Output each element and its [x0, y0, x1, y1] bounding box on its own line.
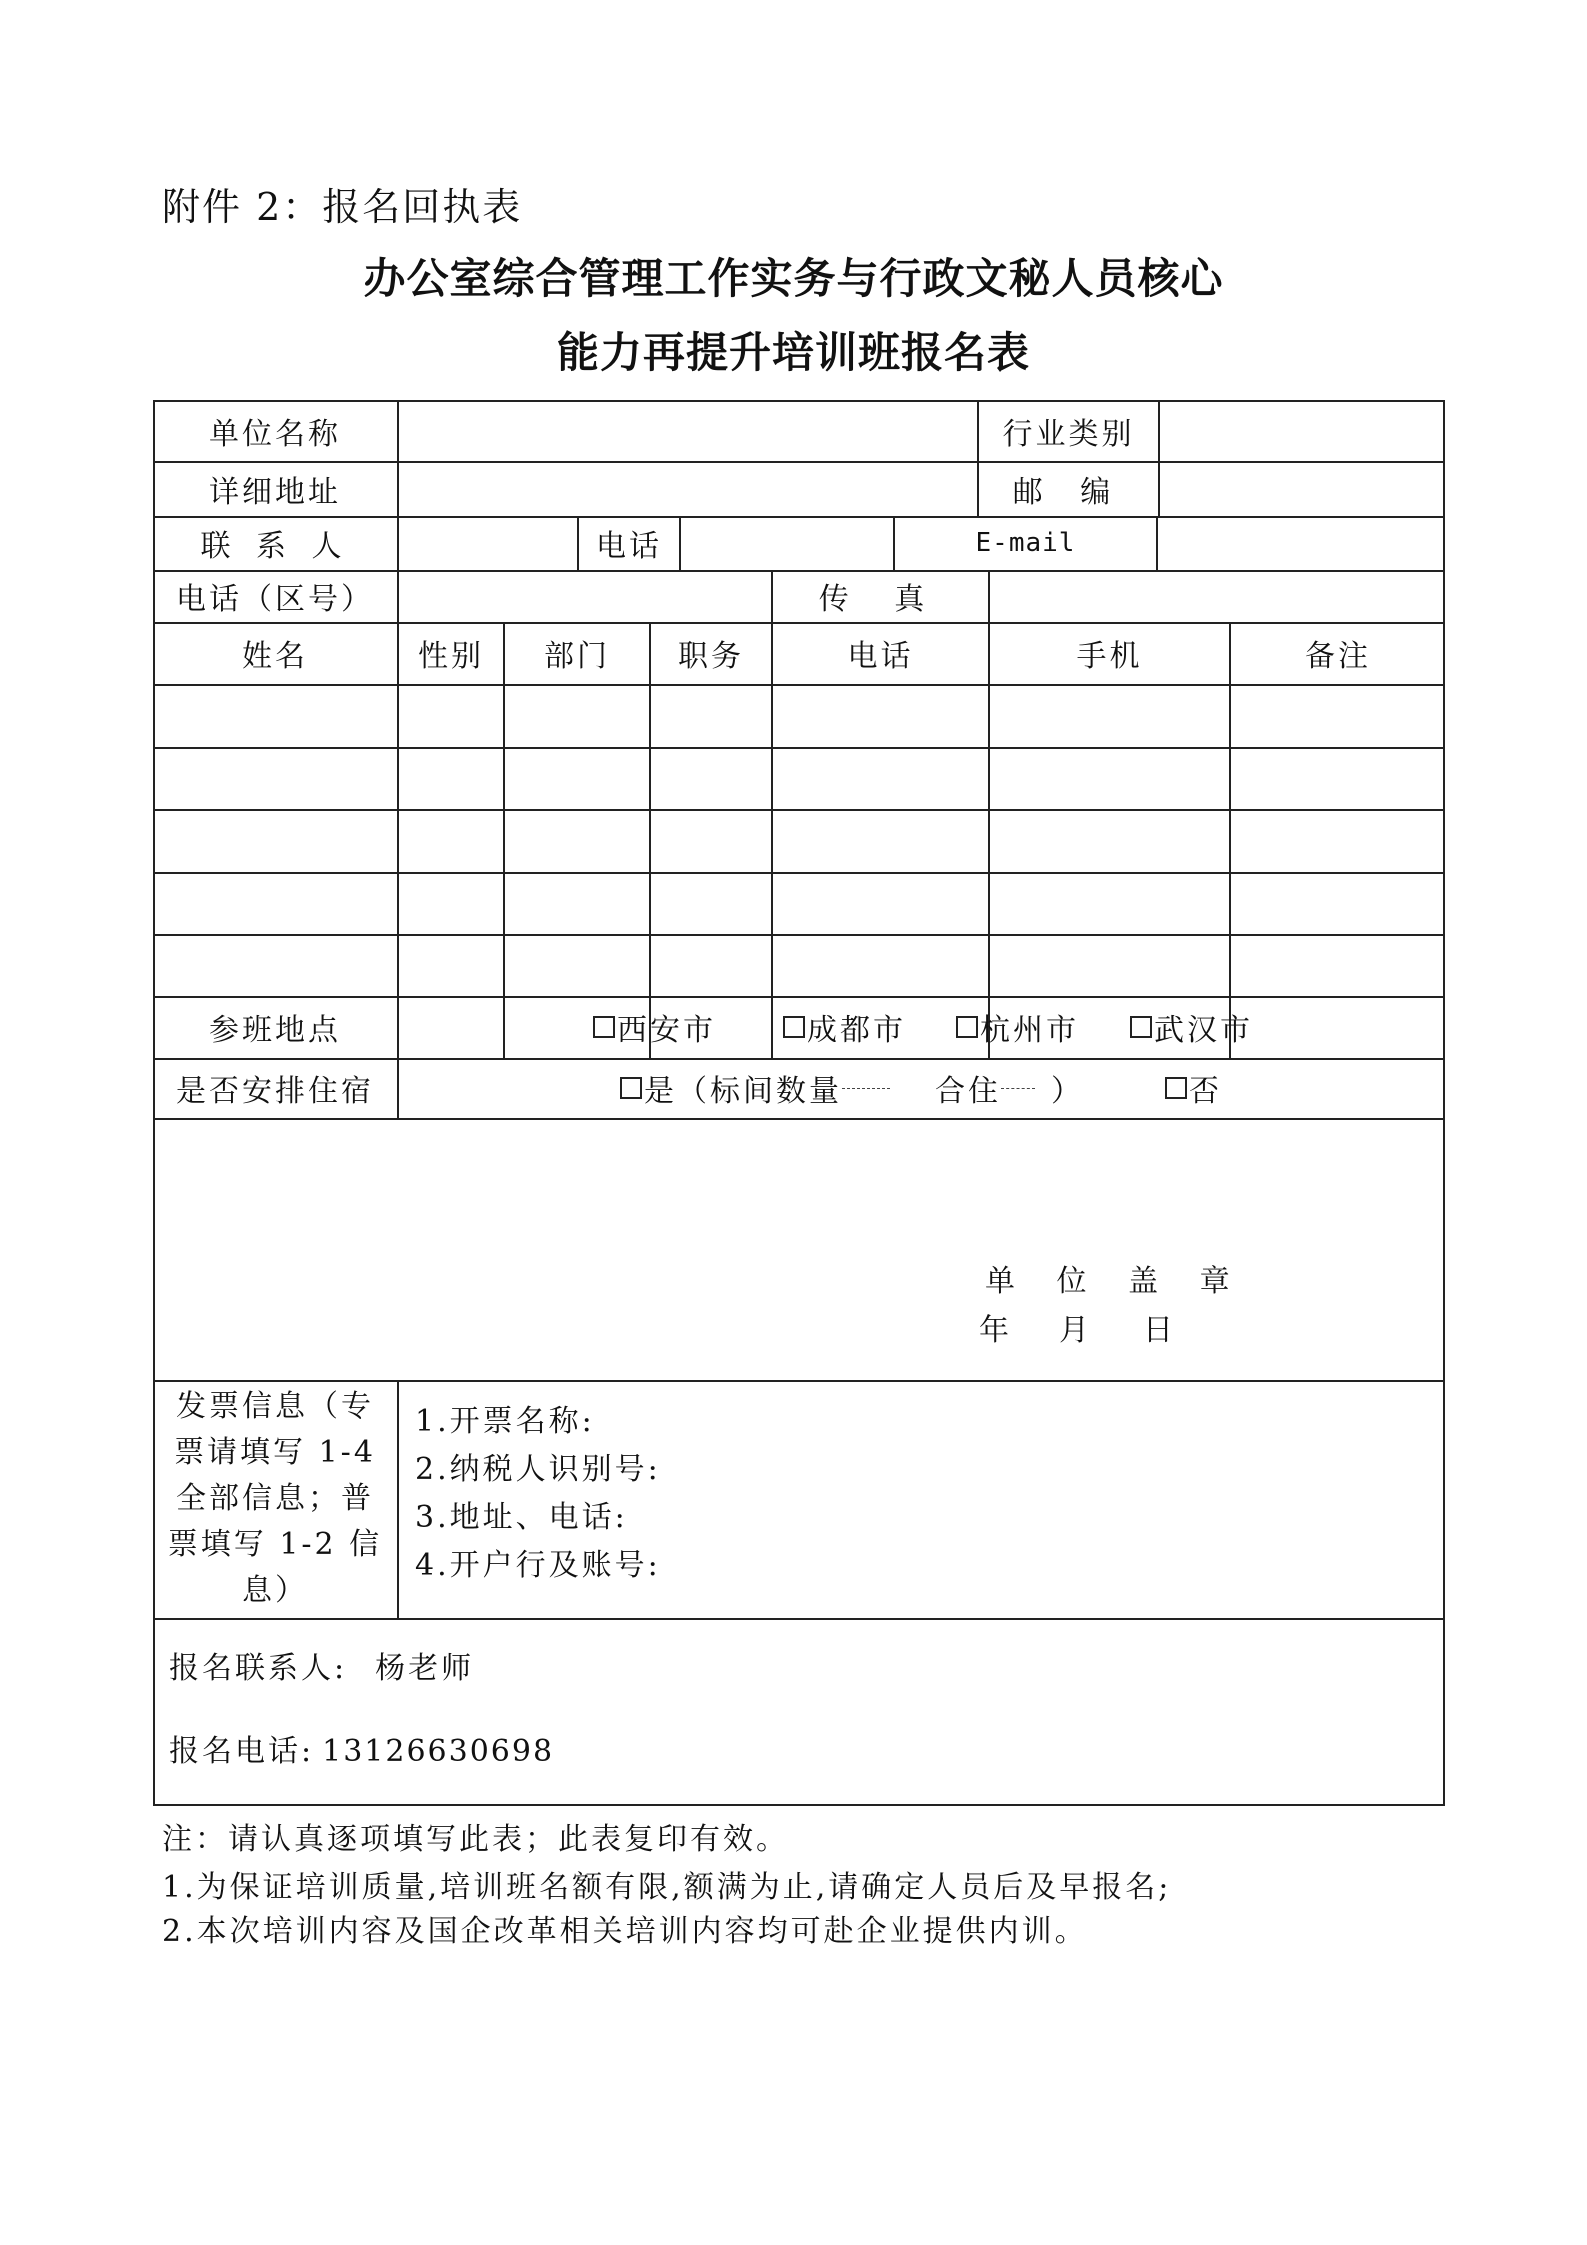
- col-mobile: 手机: [1076, 639, 1143, 674]
- location-option-wuhan[interactable]: 武汉市: [1130, 997, 1253, 1057]
- contact-person: 杨老师: [375, 1651, 475, 1686]
- contact-person-line: 报名联系人: 杨老师: [169, 1651, 475, 1686]
- checkbox-icon[interactable]: [1165, 1077, 1187, 1099]
- invoice-item: 2.纳税人识别号:: [415, 1452, 661, 1487]
- col-department: 部门: [544, 639, 610, 674]
- checkbox-icon[interactable]: [956, 1016, 978, 1038]
- contact-field[interactable]: [399, 516, 577, 570]
- room-count-blank[interactable]: [842, 1088, 890, 1089]
- checkbox-icon[interactable]: [783, 1016, 805, 1038]
- col-name: 姓名: [242, 639, 308, 674]
- date-month: 月: [1059, 1313, 1105, 1348]
- phone-label: 电话: [596, 529, 662, 564]
- col-phone: 电话: [847, 639, 914, 674]
- col-gender: 性别: [418, 639, 484, 674]
- lodging-option-no[interactable]: 否: [1165, 1058, 1222, 1118]
- location-options: [153, 997, 1445, 1057]
- location-option-xian[interactable]: 西安市: [593, 997, 716, 1057]
- contact-phone: 13126630698: [322, 1734, 555, 1769]
- lodging-option-yes[interactable]: 是（标间数量: [620, 1058, 890, 1118]
- location-label: 参班地点: [209, 1013, 341, 1048]
- notice-1: 1.为保证培训质量,培训班名额有限,额满为止,请确定人员后及早报名;: [162, 1870, 1172, 1905]
- contact-label: 联 系 人: [200, 529, 350, 564]
- address-label: 详细地址: [209, 474, 341, 510]
- fax-label: 传 真: [818, 582, 943, 617]
- invoice-info-label: 发票信息（专票请填写 1-4 全部信息；普票填写 1-2 信息）: [167, 1389, 383, 1608]
- industry-label: 行业类别: [1002, 416, 1135, 452]
- table-row[interactable]: [153, 936, 1445, 996]
- checkbox-icon[interactable]: [620, 1077, 642, 1099]
- postcode-field[interactable]: [1160, 461, 1445, 516]
- notice-2: 2.本次培训内容及国企改革相关培训内容均可赴企业提供内训。: [162, 1914, 1088, 1949]
- form-title-line2: 能力再提升培训班报名表: [556, 328, 1030, 377]
- col-remarks: 备注: [1305, 639, 1371, 674]
- note-line: 注：请认真逐项填写此表；此表复印有效。: [162, 1822, 789, 1857]
- address-field[interactable]: [399, 461, 977, 516]
- postcode-label: 邮 编: [1012, 474, 1125, 510]
- table-row[interactable]: [153, 686, 1445, 747]
- share-count-blank[interactable]: [1001, 1088, 1035, 1089]
- unit-name-label: 单位名称: [209, 416, 341, 452]
- lodging-label: 是否安排住宿: [176, 1074, 374, 1109]
- industry-field[interactable]: [1160, 400, 1445, 461]
- invoice-items: [415, 1398, 661, 1590]
- table-row[interactable]: [153, 874, 1445, 934]
- registration-form-table: [153, 400, 1445, 1806]
- form-title-line1: 办公室综合管理工作实务与行政文秘人员核心: [363, 254, 1224, 303]
- checkbox-icon[interactable]: [1130, 1016, 1152, 1038]
- lodging-options: [153, 1058, 1445, 1118]
- col-position: 职务: [678, 639, 744, 674]
- email-label: E-mail: [975, 528, 1076, 558]
- phone-field[interactable]: [681, 516, 893, 570]
- attachment-label: 附件 2：报名回执表: [162, 185, 523, 229]
- unit-stamp-label: 单 位 盖 章: [985, 1264, 1246, 1299]
- location-option-hangzhou[interactable]: 杭州市: [956, 997, 1079, 1057]
- checkbox-icon[interactable]: [593, 1016, 615, 1038]
- lodging-share: 合住 ）: [935, 1074, 1084, 1109]
- location-option-chengdu[interactable]: 成都市: [783, 997, 906, 1057]
- invoice-item: 4.开户行及账号:: [415, 1548, 661, 1583]
- email-field[interactable]: [1158, 516, 1445, 570]
- area-phone-field[interactable]: [399, 570, 771, 622]
- table-row[interactable]: [153, 749, 1445, 809]
- contact-phone-line: 报名电话: 13126630698: [169, 1734, 555, 1769]
- date-day: 日: [1143, 1313, 1189, 1348]
- area-phone-label: 电话（区号）: [176, 582, 374, 617]
- unit-name-field[interactable]: [399, 400, 977, 461]
- date-year: 年: [979, 1313, 1025, 1348]
- table-row[interactable]: [153, 811, 1445, 872]
- invoice-item: 3.地址、电话:: [415, 1500, 628, 1535]
- invoice-item: 1.开票名称:: [415, 1404, 595, 1439]
- fax-field[interactable]: [990, 570, 1445, 622]
